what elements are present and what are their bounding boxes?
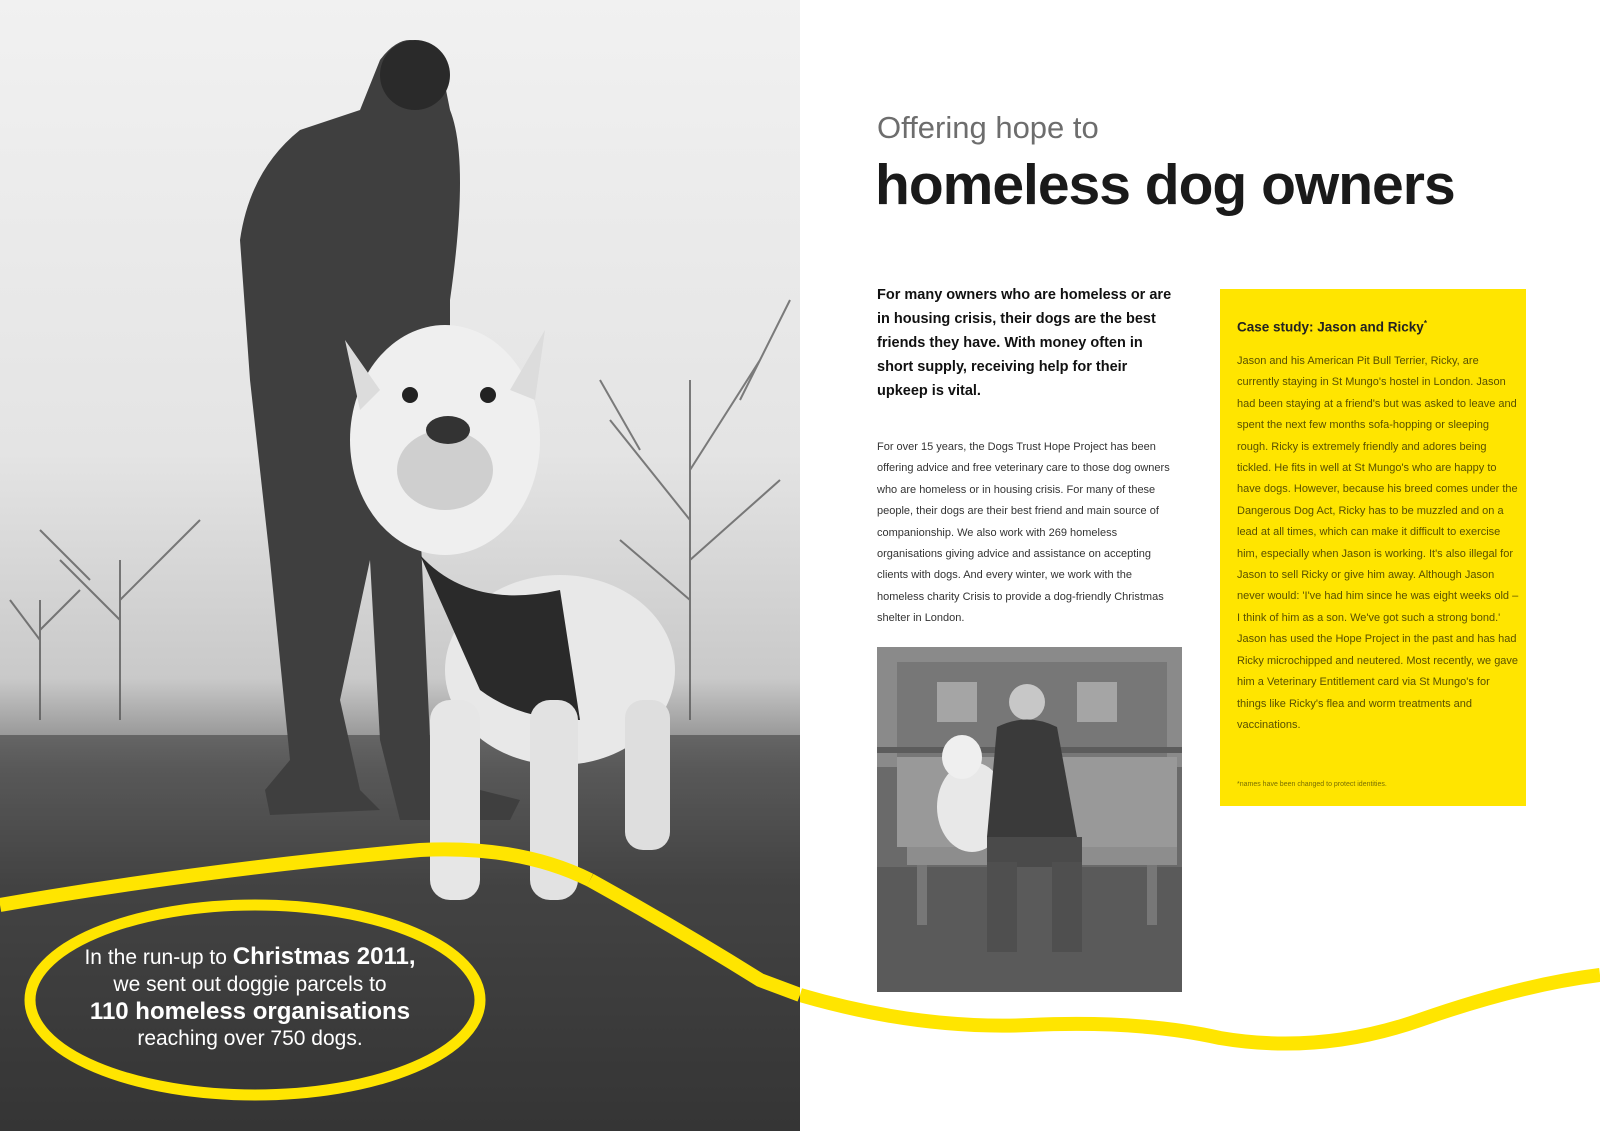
case-study-title-mark: * (1423, 319, 1427, 328)
case-study-box (1220, 289, 1526, 806)
callout-line-3: 110 homeless organisations (89, 998, 411, 1025)
man-on-bench-with-dog-photo (877, 647, 1182, 992)
page-title: homeless dog owners (875, 153, 1455, 217)
case-study-title-text: Case study: Jason and Ricky (1237, 319, 1424, 335)
intro-paragraph: For many owners who are homeless or are in housing crisis, their dogs are the best friends they have. With money often in short supply, receiving help for their upkeep is vital. (877, 287, 1172, 399)
inset-photo (877, 647, 1182, 992)
headline-kicker: Offering hope to (877, 110, 1099, 145)
callout-line-1-prefix: In the run-up to (84, 946, 227, 969)
case-study-title (1237, 319, 1427, 335)
callout-line-4: reaching over 750 dogs. (137, 1027, 363, 1050)
case-study-footnote: *names have been changed to protect identities. (1237, 781, 1387, 788)
parcel-callout (40, 943, 460, 1052)
callout-line-1-bold: Christmas 2011, (232, 943, 416, 970)
body-paragraph: For over 15 years, the Dogs Trust Hope Project has been offering advice and free veterinary care to those dog owners who are homeless or in housing crisis. For many of these people, their dogs are their best friend and main source of companionship. We also work with 269 homeless organisations giving advice and assistance on accepting clients with dogs. And every winter, we work with the homeless charity Crisis to provide a dog-friendly Christmas shelter in London. (877, 441, 1170, 625)
callout-line-1 (40, 943, 460, 971)
case-study-body: Jason and his American Pit Bull Terrier, Ricky, are currently staying in St Mungo's hostel in London. Jason had been staying at a friend's but was asked to leave and spent the next few months sofa-hopping or sleeping rough. Ricky is extremely friendly and adores being tickled. He fits in well at St Mungo's who are happy to have dogs. However, because his breed comes under the Dangerous Dog Act, Ricky has to be muzzled and on a lead at all times, which can make it difficult to exercise him, especially when Jason is working. It's also illegal for Jason to sell Ricky or give him away. Although Jason never would: 'I've had him since he was eight weeks old – I think of him as a son. We've got such a strong bond.' Jason has used the Hope Project in the past and has had Ricky microchipped and neutered. Most recently, we gave him a Veterinary Entitlement card via St Mungo's for things like Ricky's flea and worm treatments and vaccinations. (1237, 355, 1519, 731)
callout-line-2: we sent out doggie parcels to (113, 973, 387, 996)
